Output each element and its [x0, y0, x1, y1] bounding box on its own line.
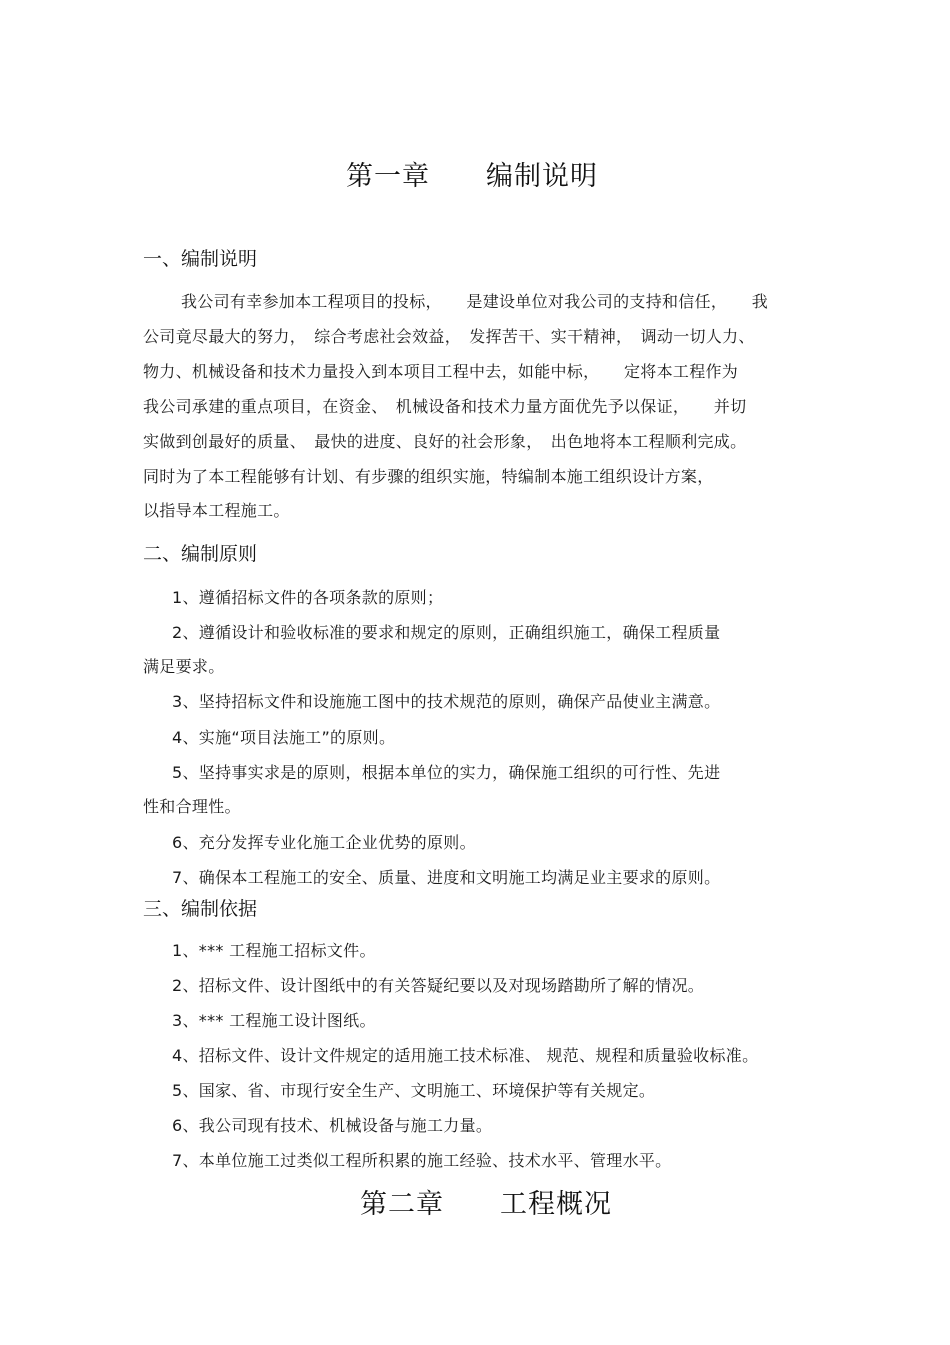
- section-1-heading: 一、编制说明: [143, 248, 258, 270]
- list-item: 7、确保本工程施工的安全、质量、进度和文明施工均满足业主要求的原则。: [172, 868, 721, 887]
- paragraph-line: 我公司有幸参加本工程项目的投标， 是建设单位对我公司的支持和信任， 我: [181, 292, 769, 311]
- list-item: 3、坚持招标文件和设施施工图中的技术规范的原则，确保产品使业主满意。: [172, 692, 721, 711]
- chapter-2-name: 工程概况: [500, 1189, 612, 1220]
- paragraph-line: 我公司承建的重点项目，在资金、 机械设备和技术力量方面优先予以保证， 并切: [143, 397, 747, 416]
- section-2-heading: 二、编制原则: [143, 543, 258, 565]
- list-item-continuation: 性和合理性。: [143, 797, 241, 816]
- paragraph-line: 以指导本工程施工。: [143, 501, 290, 520]
- list-item: 4、招标文件、设计文件规定的适用施工技术标准、 规范、规程和质量验收标准。: [172, 1046, 759, 1065]
- list-item: 4、实施“项目法施工”的原则。: [172, 728, 396, 747]
- chapter-2-title: [360, 1182, 612, 1221]
- list-item: 7、本单位施工过类似工程所积累的施工经验、技术水平、管理水平。: [172, 1151, 672, 1170]
- paragraph-line: 公司竟尽最大的努力， 综合考虑社会效益， 发挥苦干、实干精神， 调动一切人力、: [143, 327, 755, 346]
- chapter-1-name: 编制说明: [486, 161, 598, 192]
- list-item: 2、遵循设计和验收标准的要求和规定的原则，正确组织施工，确保工程质量: [172, 623, 721, 642]
- list-item: 5、国家、省、市现行安全生产、文明施工、环境保护等有关规定。: [172, 1081, 656, 1100]
- list-item: 1、*** 工程施工招标文件。: [172, 941, 376, 960]
- section-3-heading: 三、编制依据: [143, 898, 258, 920]
- list-item: 6、我公司现有技术、机械设备与施工力量。: [172, 1116, 493, 1135]
- list-item: 2、招标文件、设计图纸中的有关答疑纪要以及对现场踏勘所了解的情况。: [172, 976, 705, 995]
- list-item-continuation: 满足要求。: [143, 657, 225, 676]
- list-item: 3、*** 工程施工设计图纸。: [172, 1011, 376, 1030]
- paragraph-line: 实做到创最好的质量、 最快的进度、良好的社会形象， 出色地将本工程顺利完成。: [143, 432, 747, 451]
- list-item: 1、遵循招标文件的各项条款的原则；: [172, 588, 444, 607]
- chapter-1-title: [346, 154, 598, 193]
- paragraph-line: 同时为了本工程能够有计划、有步骤的组织实施，特编制本施工组织设计方案，: [143, 467, 714, 486]
- chapter-2-number: 第二章: [360, 1189, 444, 1220]
- list-item: 5、坚持事实求是的原则，根据本单位的实力，确保施工组织的可行性、先进: [172, 763, 721, 782]
- list-item: 6、充分发挥专业化施工企业优势的原则。: [172, 833, 476, 852]
- paragraph-line: 物力、机械设备和技术力量投入到本项目工程中去，如能中标， 定将本工程作为: [143, 362, 739, 381]
- chapter-1-number: 第一章: [346, 161, 430, 192]
